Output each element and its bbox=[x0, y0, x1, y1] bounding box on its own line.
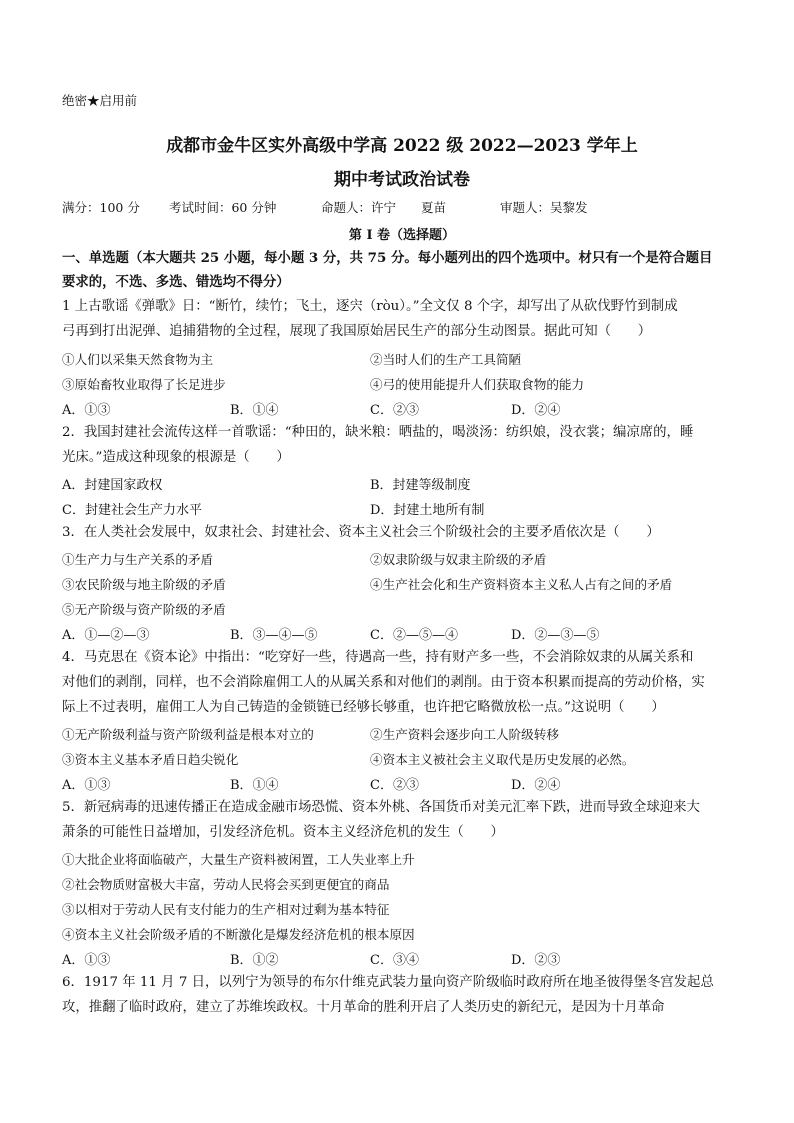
answer-option: A．①—②—③ bbox=[62, 628, 150, 643]
exam-title-line2: 期中考试政治试卷 bbox=[334, 170, 470, 190]
answer-option: A．封建国家政权 bbox=[62, 478, 163, 493]
statement-item: ②社会物质财富极大丰富，劳动人民将会买到更便宜的商品 bbox=[62, 877, 390, 892]
question-stem: 1 上古歌谣《弹歌》日：“断竹，续竹；飞土，逐宍（ròu）。”全文仅 8 个字，却写出了从砍伐野竹到制成 bbox=[62, 299, 678, 314]
answer-option: B．③—④—⑤ bbox=[230, 628, 318, 643]
statement-item: ⑤无产阶级与资产阶级的矛盾 bbox=[62, 602, 226, 617]
answer-option: C．②③ bbox=[370, 403, 419, 418]
answer-option: D．②④ bbox=[511, 778, 561, 793]
score-label: 满分：100 分 bbox=[62, 200, 140, 215]
answer-option: B．封建等级制度 bbox=[370, 478, 471, 493]
secret-label: 绝密★启用前 bbox=[62, 93, 138, 108]
statement-item: ④生产社会化和生产资料资本主义私人占有之间的矛盾 bbox=[370, 577, 673, 592]
section-heading: 一、单选题（本大题共 25 小题，每小题 3 分，共 75 分。每小题列出的四个选项中。材只有一个是符合题目 bbox=[62, 250, 713, 266]
statement-item: ①大批企业将面临破产，大量生产资料被闲置，工人失业率上升 bbox=[62, 852, 415, 867]
question-stem: 萧条的可能性日益增加，引发经济危机。资本主义经济危机的发生（ ） bbox=[62, 825, 504, 840]
question-stem: 攻，推翻了临时政府，建立了苏维埃政权。十月革命的胜利开启了人类历史的新纪元，是因为十月革命 bbox=[62, 1000, 665, 1015]
statement-item: ③资本主义基本矛盾日趋尖锐化 bbox=[62, 752, 239, 767]
answer-option: C．②—⑤—④ bbox=[370, 628, 458, 643]
answer-option: B．①④ bbox=[230, 778, 279, 793]
time-label: 考试时间：60 分钟 bbox=[168, 200, 277, 215]
answer-option: B．①② bbox=[230, 953, 279, 968]
question-stem: 光床。”造成这种现象的根源是（ ） bbox=[62, 450, 290, 465]
answer-option: D．②—③—⑤ bbox=[511, 628, 600, 643]
question-stem: 2．我国封建社会流传这样一首歌谣：“种田的，缺米粮：晒盐的，喝淡汤：纺织娘，没衣裳；编凉席的，睡 bbox=[62, 425, 694, 440]
question-stem: 5．新冠病毒的迅速传播正在造成金融市场恐慌、资本外桃、各国货币对美元汇率下跌，进而导致全球迎来大 bbox=[62, 800, 700, 815]
section-heading-cont: 要求的，不选、多选、错选均不得分） bbox=[62, 274, 290, 290]
question-stem: 3．在人类社会发展中，奴隶社会、封建社会、资本主义社会三个阶级社会的主要矛盾依次是（ ） bbox=[62, 525, 660, 540]
answer-option: A．①③ bbox=[62, 403, 111, 418]
part-heading: 第 I 卷（选择题） bbox=[348, 228, 456, 243]
statement-item: ②当时人们的生产工具简陋 bbox=[370, 352, 522, 367]
question-stem: 际上不过表明，雇佣工人为自己铸造的金锁链已经够长够重，也许把它略微放松一点。”这说明（ ） bbox=[62, 700, 665, 715]
question-stem: 6．1917 年 11 月 7 日，以列宁为领导的布尔什维克武装力量向资产阶级临时政府所在地圣彼得堡冬宫发起总 bbox=[62, 975, 714, 990]
statement-item: ①无产阶级利益与资产阶级利益是根本对立的 bbox=[62, 727, 314, 742]
answer-option: C．③④ bbox=[370, 953, 419, 968]
answer-option: B．①④ bbox=[230, 403, 279, 418]
answer-option: D．②③ bbox=[511, 953, 561, 968]
question-stem: 4．马克思在《资本论》中指出：“吃穿好一些，待遇高一些，持有财产多一些，不会消除奴隶的从属关系和 bbox=[62, 650, 694, 665]
statement-item: ③农民阶级与地主阶级的矛盾 bbox=[62, 577, 226, 592]
answer-option: C．②③ bbox=[370, 778, 419, 793]
statement-item: ①生产力与生产关系的矛盾 bbox=[62, 552, 214, 567]
statement-item: ③原始畜牧业取得了长足进步 bbox=[62, 377, 226, 392]
answer-option: A．①③ bbox=[62, 953, 111, 968]
statement-item: ④弓的使用能提升人们获取食物的能力 bbox=[370, 377, 585, 392]
answer-option: C．封建社会生产力水平 bbox=[62, 503, 202, 518]
answer-option: A．①③ bbox=[62, 778, 111, 793]
answer-option: D．封建土地所有制 bbox=[370, 503, 485, 518]
question-stem: 弓再到打出泥弹、追捕猎物的全过程，展现了我国原始居民生产的部分生动图景。据此可知（ ） bbox=[62, 324, 652, 339]
statement-item: ④资本主义社会阶级矛盾的不断激化是爆发经济危机的根本原因 bbox=[62, 927, 415, 942]
statement-item: ③以相对于劳动人民有支付能力的生产相对过剩为基本特征 bbox=[62, 902, 390, 917]
exam-meta bbox=[62, 199, 742, 217]
answer-option: D．②④ bbox=[511, 403, 561, 418]
exam-title-line1: 成都市金牛区实外高级中学高 2022 级 2022—2023 学年上 bbox=[166, 136, 638, 156]
reviewer-label: 审题人：吴黎发 bbox=[499, 200, 588, 215]
author-label: 命题人：许宁 夏苗 bbox=[320, 200, 446, 215]
statement-item: ②奴隶阶级与奴隶主阶级的矛盾 bbox=[370, 552, 547, 567]
question-stem: 对他们的剥削，同样，也不会消除雇佣工人的从属关系和对他们的剥削。由于资本积累而提高的劳动价格，实 bbox=[62, 675, 705, 690]
statement-item: ④资本主义被社会主义取代是历史发展的必然。 bbox=[370, 752, 635, 767]
statement-item: ①人们以采集天然食物为主 bbox=[62, 352, 214, 367]
statement-item: ②生产资料会逐步向工人阶级转移 bbox=[370, 727, 559, 742]
